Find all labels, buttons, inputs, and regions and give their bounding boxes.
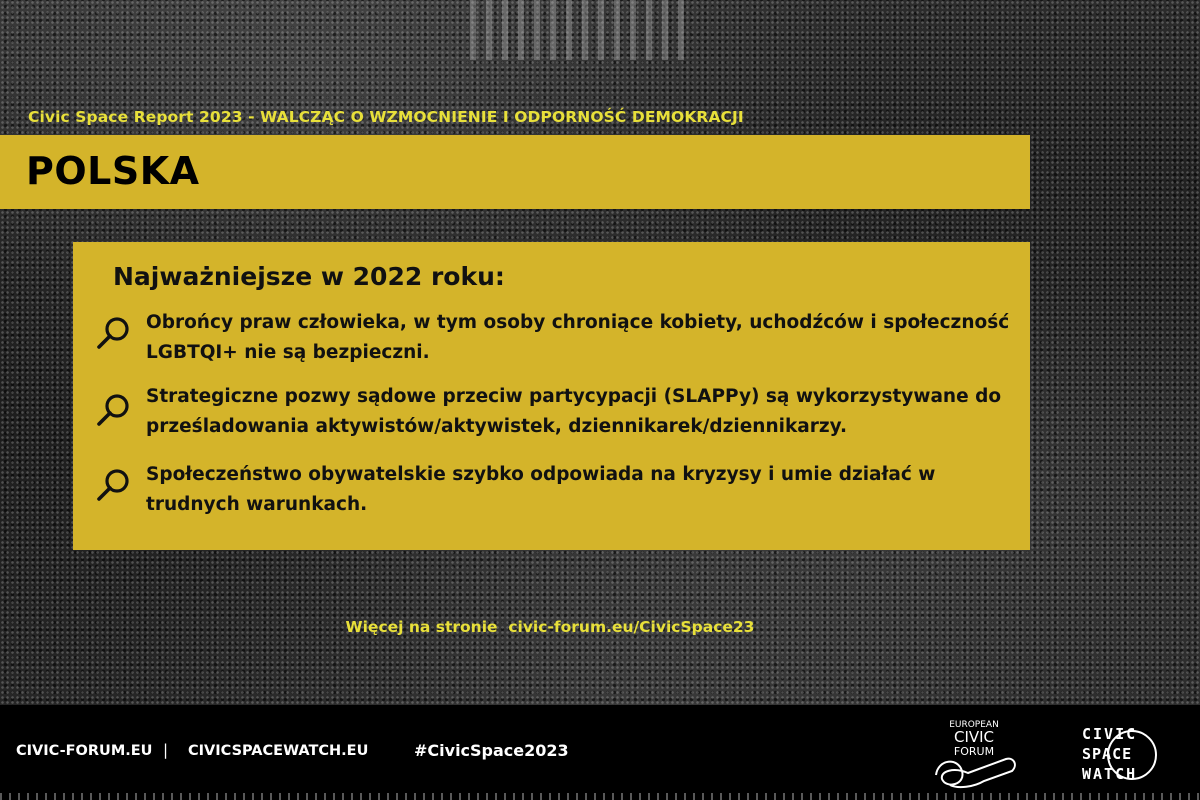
footer <box>0 705 1200 800</box>
footer-link-civic-forum[interactable]: CIVIC-FORUM.EU <box>16 743 153 759</box>
civic-space-watch-logo[interactable] <box>1080 719 1162 789</box>
magnifier-icon <box>95 391 133 429</box>
logo-ecf-line3: FORUM <box>953 745 995 758</box>
more-info-line <box>0 618 1100 636</box>
logo-csw-line2: SPACE <box>1082 745 1133 763</box>
logo-csw-line1: CIVIC <box>1082 725 1138 743</box>
logo-ecf-line2: CIVIC <box>953 728 995 746</box>
more-info-label: Więcej na stronie <box>345 618 498 636</box>
report-subtitle: Civic Space Report 2023 - WALCZĄC O WZMOCNIENIE I ODPORNOŚĆ DEMOKRACJI <box>28 108 744 126</box>
highlights-heading: Najważniejsze w 2022 roku: <box>113 262 505 291</box>
european-civic-forum-logo[interactable] <box>928 715 1020 793</box>
logo-ecf-line1: EUROPEAN <box>949 720 999 730</box>
footer-separator: | <box>163 741 169 759</box>
country-title: POLSKA <box>26 149 200 193</box>
country-banner <box>0 135 1030 209</box>
footer-hashtag: #CivicSpace2023 <box>414 741 569 760</box>
logo-csw-line3: WATCH <box>1082 765 1138 783</box>
background-gate <box>470 0 690 60</box>
footer-link-civicspacewatch[interactable]: CIVICSPACEWATCH.EU <box>188 743 369 759</box>
highlight-text: Obrońcy praw człowieka, w tym osoby chroniące kobiety, uchodźców i społeczność LGBTQI+ nie są bezpieczni. <box>146 312 1010 363</box>
bottom-strip <box>0 793 1200 800</box>
magnifier-icon <box>95 466 133 504</box>
highlight-text: Społeczeństwo obywatelskie szybko odpowiada na kryzysy i umie działać w trudnych warunkach. <box>146 464 936 515</box>
highlight-text: Strategiczne pozwy sądowe przeciw partycypacji (SLAPPy) są wykorzystywane do prześladowania aktywistów/aktywistek, dziennikarek/dziennikarzy. <box>146 386 1002 437</box>
more-info-link[interactable]: civic-forum.eu/CivicSpace23 <box>508 618 755 636</box>
highlights-box <box>73 242 1030 550</box>
magnifier-icon <box>95 314 133 352</box>
